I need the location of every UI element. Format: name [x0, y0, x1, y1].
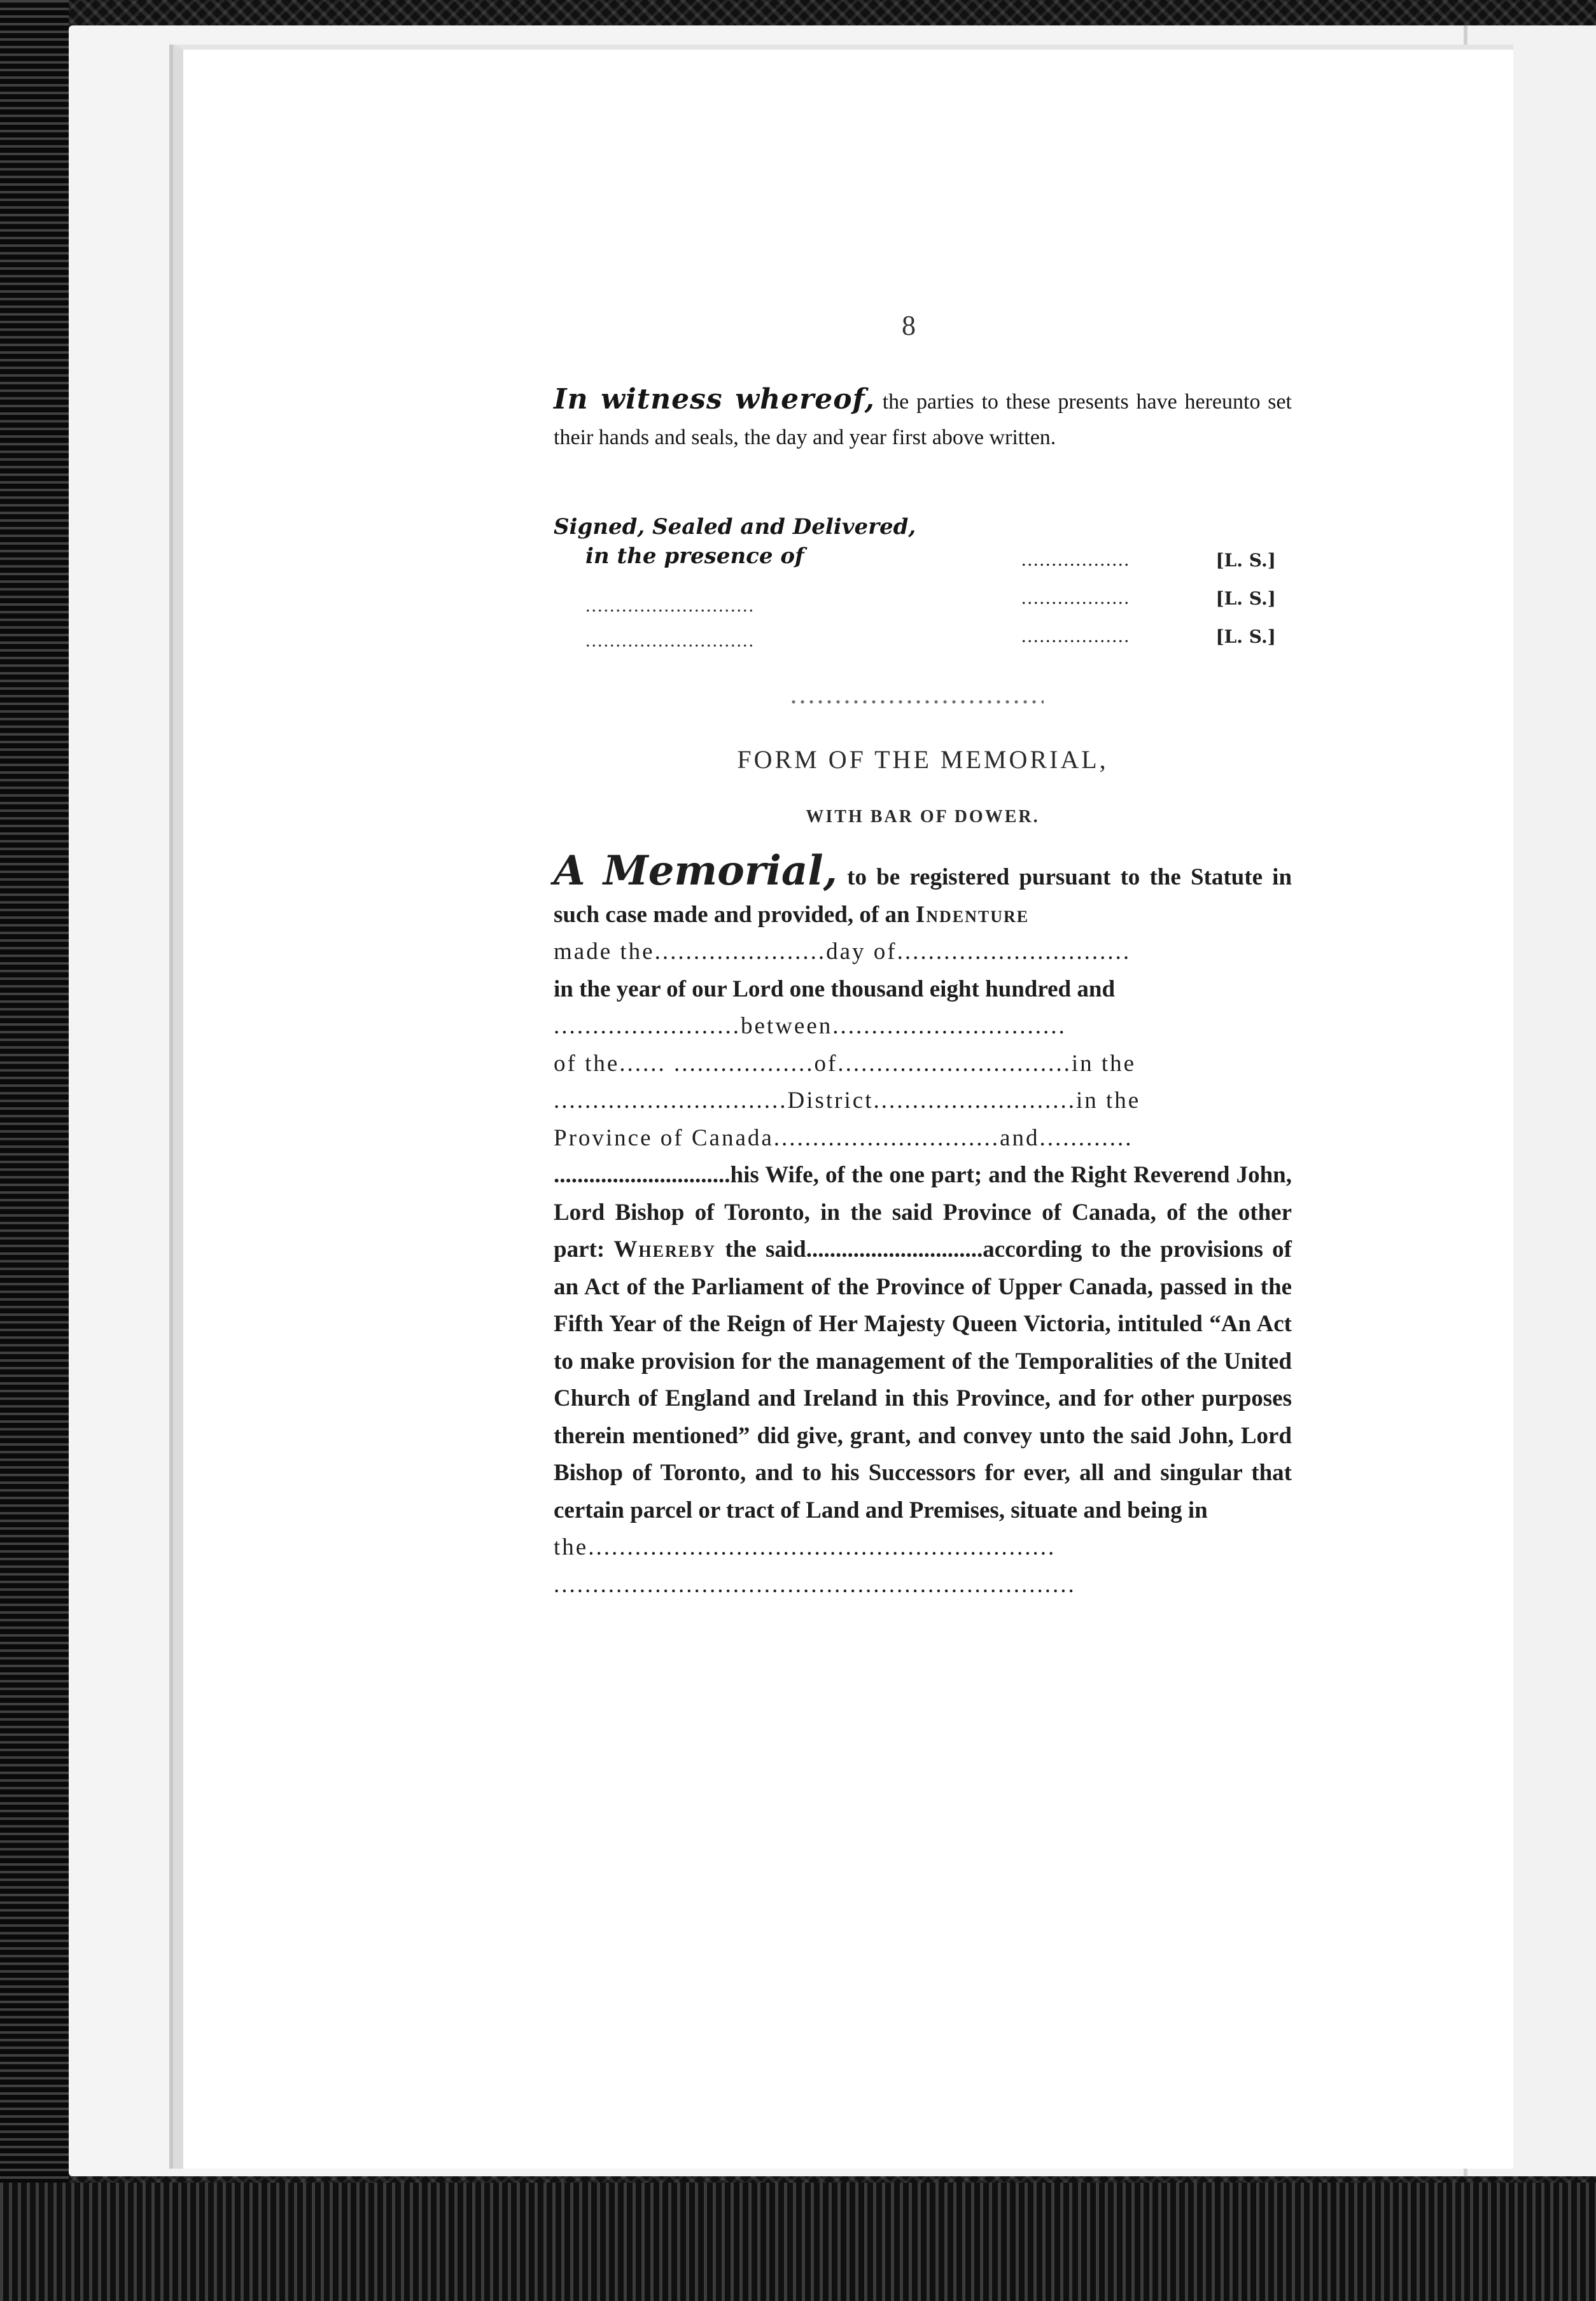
memorial-line-province: Province of Canada.............................and............ [554, 1124, 1133, 1151]
memorial-line-the: the............................................................ [554, 1534, 1056, 1560]
memorial-body [554, 847, 1292, 1604]
seal-dots: .................. [1021, 626, 1130, 647]
memorial-subtitle: WITH BAR OF DOWER. [806, 807, 1040, 827]
scan-bottom-edge [0, 2183, 1596, 2301]
memorial-line-made: made the......................day of.............................. [554, 939, 1131, 965]
memorial-line-year: in the year of our Lord one thousand eight hundred and [554, 976, 1116, 1002]
memorial-text-parties: ..............................his Wife, of the one part; and the Right Reverend John, Lord Bishop of Toronto, in the said Province of Canada, of the other part: [554, 1162, 1292, 1262]
witness-lead: In witness whereof, [554, 383, 875, 416]
witness-text: the parties to these presents have hereunto set their hands and seals, the day and year first above written. [554, 390, 1292, 449]
whereby-word: Whereby [613, 1236, 717, 1262]
ornamental-divider [789, 700, 1044, 704]
indenture-word: Indenture [915, 901, 1030, 928]
scan-left-edge [0, 0, 69, 2301]
memorial-title: FORM OF THE MEMORIAL, [737, 745, 1109, 774]
seal-label: [L. S.] [1215, 549, 1276, 571]
seal-row [1021, 579, 1276, 617]
in-presence-of: in the presence of [585, 543, 804, 569]
witness-signature-line-1: ............................ [585, 595, 755, 616]
seal-label: [L. S.] [1215, 626, 1276, 647]
memorial-text-act: the said..............................according to the provisions of an Act of the Parliament of the Province of Upper Canada, passed in the Fifth Year of the Reign of Her Majesty Queen Victoria, intituled “An Act to make provision for the management of the Temporalities of the United Church of England and Ireland in this Province, and for other purposes therein mentioned” did give, grant, and convey unto the said John, Lord Bishop of Toronto, and to his Successors for ever, all and singular that certain parcel or tract of Land and Premises, situate and being in [554, 1236, 1292, 1523]
witness-clause [554, 382, 1292, 456]
witness-signature-line-2: ............................ [585, 630, 755, 651]
signed-sealed-delivered: Signed, Sealed and Delivered, [554, 514, 916, 540]
seal-signature-lines [1021, 541, 1276, 655]
seal-row [1021, 617, 1276, 655]
seal-row [1021, 541, 1276, 579]
memorial-lead: A Memorial, [554, 847, 837, 895]
seal-dots: .................. [1021, 549, 1130, 570]
page-number: 8 [902, 310, 916, 341]
seal-dots: .................. [1021, 587, 1130, 608]
memorial-line-between: ........................between.............................. [554, 1013, 1067, 1039]
memorial-line-of: of the...... ..................of..............................in the [554, 1050, 1137, 1077]
memorial-text-1: to be registered pursuant to the Statute in such case made and provided, of an [554, 864, 1292, 928]
memorial-line-district: ..............................District..........................in the [554, 1088, 1141, 1114]
seal-label: [L. S.] [1215, 587, 1276, 609]
memorial-line-final: ................................................................... [554, 1571, 1076, 1598]
